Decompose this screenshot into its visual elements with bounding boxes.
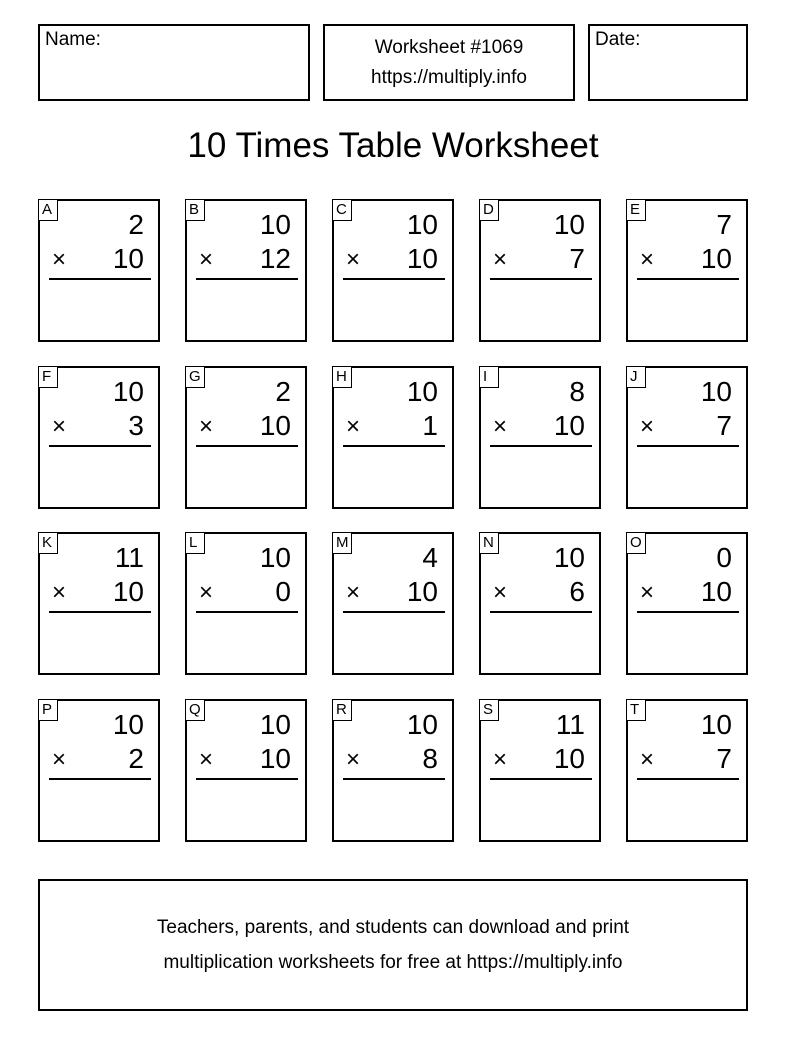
times-sign: ×: [52, 413, 67, 440]
problem-letter: A: [38, 199, 58, 221]
problem-letter: Q: [185, 699, 205, 721]
multiplicand: 10: [406, 376, 438, 407]
multiplicand: 10: [700, 376, 732, 407]
problem-letter: F: [38, 366, 58, 388]
problem-card[interactable]: [626, 699, 748, 842]
page-title: 10 Times Table Worksheet: [187, 126, 599, 165]
answer-line: [490, 278, 592, 280]
multiplier: 7: [716, 743, 732, 774]
multiplicand: 2: [275, 376, 291, 407]
problem-letter: I: [479, 366, 499, 388]
answer-line: [343, 278, 445, 280]
problem-letter: K: [38, 532, 58, 554]
problem-card[interactable]: [38, 699, 160, 842]
multiplicand: 10: [553, 542, 585, 573]
multiplier: 10: [406, 576, 438, 607]
multiplicand: 11: [555, 709, 585, 740]
problem-letter: S: [479, 699, 499, 721]
footer-box: [38, 879, 748, 1011]
multiplicand: 10: [406, 209, 438, 240]
problem-card[interactable]: [479, 366, 601, 509]
answer-line: [49, 445, 151, 447]
problem-letter: B: [185, 199, 205, 221]
multiplier: 7: [569, 243, 585, 274]
answer-line: [343, 778, 445, 780]
times-sign: ×: [346, 746, 361, 773]
date-box[interactable]: [588, 24, 748, 101]
answer-line: [490, 445, 592, 447]
multiplier: 3: [128, 410, 144, 441]
problem-letter: J: [626, 366, 646, 388]
times-sign: ×: [52, 246, 67, 273]
answer-line: [196, 611, 298, 613]
multiplier: 8: [422, 743, 438, 774]
problem-card[interactable]: [332, 366, 454, 509]
times-sign: ×: [640, 246, 655, 273]
problem-card[interactable]: [38, 532, 160, 675]
answer-line: [49, 278, 151, 280]
times-sign: ×: [640, 579, 655, 606]
times-sign: ×: [640, 746, 655, 773]
multiplier: 10: [259, 743, 291, 774]
times-sign: ×: [346, 579, 361, 606]
problem-card[interactable]: [185, 532, 307, 675]
problem-card[interactable]: [332, 699, 454, 842]
multiplicand: 10: [700, 709, 732, 740]
footer-line-2: multiplication worksheets for free at https://multiply.info: [163, 952, 623, 973]
multiplicand: 10: [259, 542, 291, 573]
multiplier: 6: [569, 576, 585, 607]
problem-letter: M: [332, 532, 352, 554]
problem-letter: P: [38, 699, 58, 721]
multiplicand: 10: [406, 709, 438, 740]
times-sign: ×: [640, 413, 655, 440]
problem-card[interactable]: [479, 532, 601, 675]
multiplicand: 10: [112, 376, 144, 407]
multiplicand: 10: [112, 709, 144, 740]
date-label: Date:: [595, 29, 641, 50]
times-sign: ×: [199, 579, 214, 606]
name-label: Name:: [45, 29, 101, 50]
multiplier: 1: [422, 410, 438, 441]
multiplier: 10: [553, 410, 585, 441]
multiplicand: 2: [128, 209, 144, 240]
problem-card[interactable]: [479, 199, 601, 342]
times-sign: ×: [199, 746, 214, 773]
answer-line: [343, 611, 445, 613]
multiplier: 7: [716, 410, 732, 441]
problem-card[interactable]: [479, 699, 601, 842]
problem-letter: O: [626, 532, 646, 554]
answer-line: [196, 778, 298, 780]
multiplier: 10: [259, 410, 291, 441]
times-sign: ×: [199, 246, 214, 273]
multiplier: 10: [553, 743, 585, 774]
problem-letter: T: [626, 699, 646, 721]
problem-card[interactable]: [332, 532, 454, 675]
times-sign: ×: [493, 246, 508, 273]
problem-letter: N: [479, 532, 499, 554]
problem-letter: D: [479, 199, 499, 221]
multiplicand: 11: [114, 542, 144, 573]
worksheet-number: Worksheet #1069: [374, 36, 524, 58]
problem-letter: E: [626, 199, 646, 221]
problem-card[interactable]: [332, 199, 454, 342]
multiplier: 10: [700, 576, 732, 607]
multiplicand: 10: [259, 709, 291, 740]
problem-letter: C: [332, 199, 352, 221]
multiplicand: 8: [569, 376, 585, 407]
answer-line: [637, 611, 739, 613]
times-sign: ×: [346, 413, 361, 440]
problem-card[interactable]: [185, 366, 307, 509]
multiplier: 10: [112, 243, 144, 274]
multiplier: 10: [406, 243, 438, 274]
answer-line: [49, 611, 151, 613]
worksheet-url: https://multiply.info: [371, 66, 527, 88]
answer-line: [49, 778, 151, 780]
answer-line: [196, 445, 298, 447]
answer-line: [637, 278, 739, 280]
times-sign: ×: [493, 413, 508, 440]
footer-line-1: Teachers, parents, and students can download and print: [156, 917, 630, 938]
problem-card[interactable]: [626, 532, 748, 675]
problem-letter: R: [332, 699, 352, 721]
problem-card[interactable]: [38, 366, 160, 509]
multiplicand: 0: [716, 542, 732, 573]
multiplier: 2: [128, 743, 144, 774]
name-box[interactable]: [38, 24, 310, 101]
problem-letter: L: [185, 532, 205, 554]
multiplier: 12: [259, 243, 291, 274]
multiplicand: 7: [716, 209, 732, 240]
times-sign: ×: [493, 746, 508, 773]
answer-line: [637, 778, 739, 780]
answer-line: [637, 445, 739, 447]
problem-card[interactable]: [626, 366, 748, 509]
problem-card[interactable]: [185, 199, 307, 342]
times-sign: ×: [199, 413, 214, 440]
problem-card[interactable]: [626, 199, 748, 342]
multiplier: 10: [700, 243, 732, 274]
times-sign: ×: [52, 579, 67, 606]
worksheet-info-box: [323, 24, 575, 101]
answer-line: [343, 445, 445, 447]
answer-line: [490, 778, 592, 780]
problem-card[interactable]: [185, 699, 307, 842]
multiplicand: 4: [422, 542, 438, 573]
times-sign: ×: [493, 579, 508, 606]
times-sign: ×: [52, 746, 67, 773]
multiplier: 10: [112, 576, 144, 607]
answer-line: [196, 278, 298, 280]
multiplier: 0: [275, 576, 291, 607]
times-sign: ×: [346, 246, 361, 273]
problem-letter: H: [332, 366, 352, 388]
problem-card[interactable]: [38, 199, 160, 342]
answer-line: [490, 611, 592, 613]
multiplicand: 10: [553, 209, 585, 240]
problem-letter: G: [185, 366, 205, 388]
multiplicand: 10: [259, 209, 291, 240]
